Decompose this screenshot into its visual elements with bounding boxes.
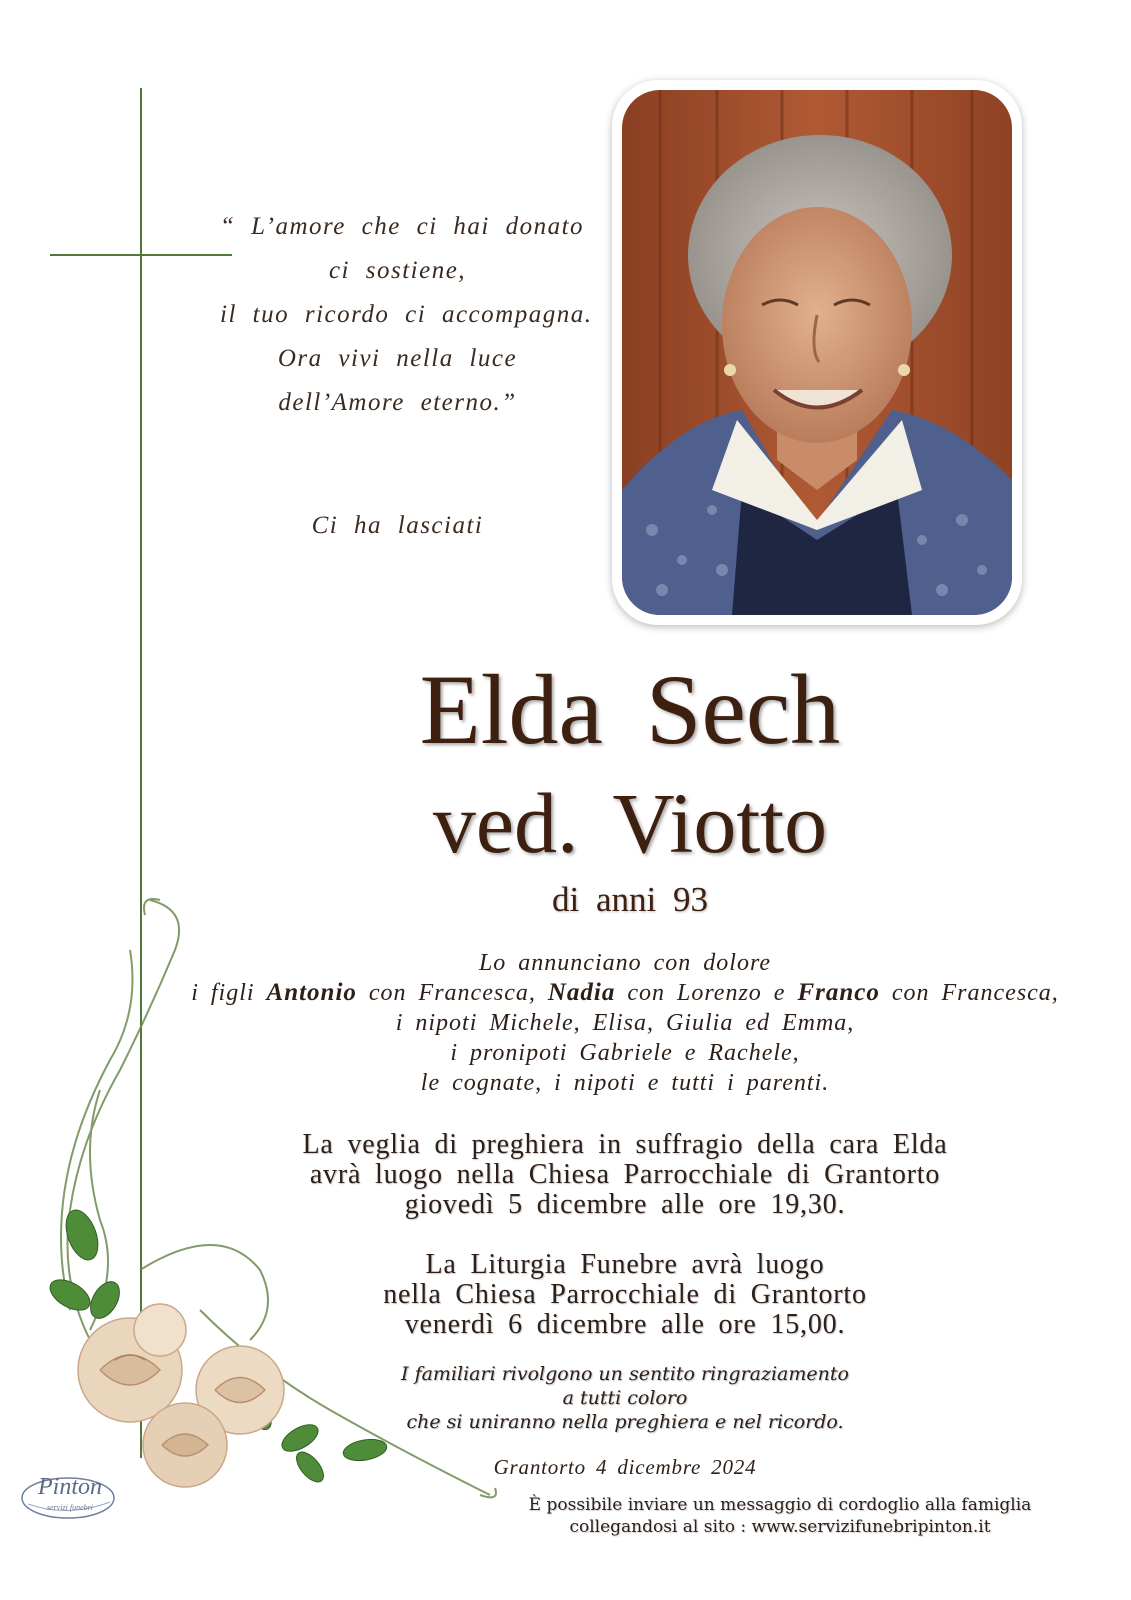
quote-line: il tuo ricordo ci accompagna. [220,301,593,328]
thanks-line: I familiari rivolgono un sentito ringraziamento [401,1363,849,1385]
quote-line: Ora vivi nella luce [277,345,518,372]
family-others: le cognate, i nipoti e tutti i parenti. [420,1070,830,1096]
quote-line: “ L’amore che ci hai donato [220,213,585,240]
child-name: Franco [797,979,880,1006]
vigil-line: avrà luogo nella Chiesa Parrocchiale di Grantorto [309,1159,941,1190]
cross-horizontal-bar [50,254,232,256]
thanks-line: che si uniranno nella preghiera e nel ricordo. [406,1411,844,1433]
portrait-photo [622,90,1012,615]
vigil-line: giovedì 5 dicembre alle ore 19,30. [404,1189,846,1220]
child-partner: con Lorenzo e [615,980,798,1006]
liturgy-line: venerdì 6 dicembre alle ore 15,00. [404,1309,846,1340]
quote [220,205,593,425]
name-line-1: Elda Sech [419,654,841,765]
age: di anni 93 [552,880,708,919]
family-grandchildren: i nipoti Michele, Elisa, Giulia ed Emma, [395,1010,855,1036]
liturgy-line: nella Chiesa Parrocchiale di Grantorto [383,1279,867,1310]
left-note: Ci ha lasciati [311,512,484,539]
logo-subtitle: servizi funebri [47,1503,93,1512]
deceased-name [300,654,960,871]
family-intro: Lo annunciano con dolore [478,950,772,976]
thanks-line: a tutti coloro [562,1387,688,1409]
rose-floral-decoration [0,890,520,1530]
quote-line: dell’Amore eterno.” [278,389,517,416]
footer-note [480,1494,1080,1538]
quote-line: ci sostiene, [328,257,467,284]
family-great-grandchildren: i pronipoti Gabriele e Rachele, [450,1040,800,1066]
name-line-2: ved. Viotto [432,775,828,871]
leaf [278,1419,323,1456]
child-partner: con Francesca, [879,980,1059,1006]
child-partner: con Francesca, [356,980,548,1006]
footer-website-line[interactable]: collegandosi al sito : www.servizifunebripinton.it [569,1517,991,1537]
leaf [342,1436,389,1463]
liturgy-line: La Liturgia Funebre avrà luogo [425,1249,825,1280]
child-name: Nadia [547,979,616,1006]
leaf [292,1447,329,1486]
footer-line-1: È possibile inviare un messaggio di cordoglio alla famiglia [528,1495,1032,1515]
vigil-line: La veglia di preghiera in suffragio della cara Elda [302,1129,948,1160]
leaf [85,1277,126,1324]
logo-name: Pinton [38,1474,102,1500]
child-name: Antonio [266,979,357,1006]
portrait-frame [612,80,1022,625]
children-prefix: i figli [191,980,267,1006]
place-date: Grantorto 4 dicembre 2024 [493,1455,757,1479]
leaf [60,1206,104,1264]
